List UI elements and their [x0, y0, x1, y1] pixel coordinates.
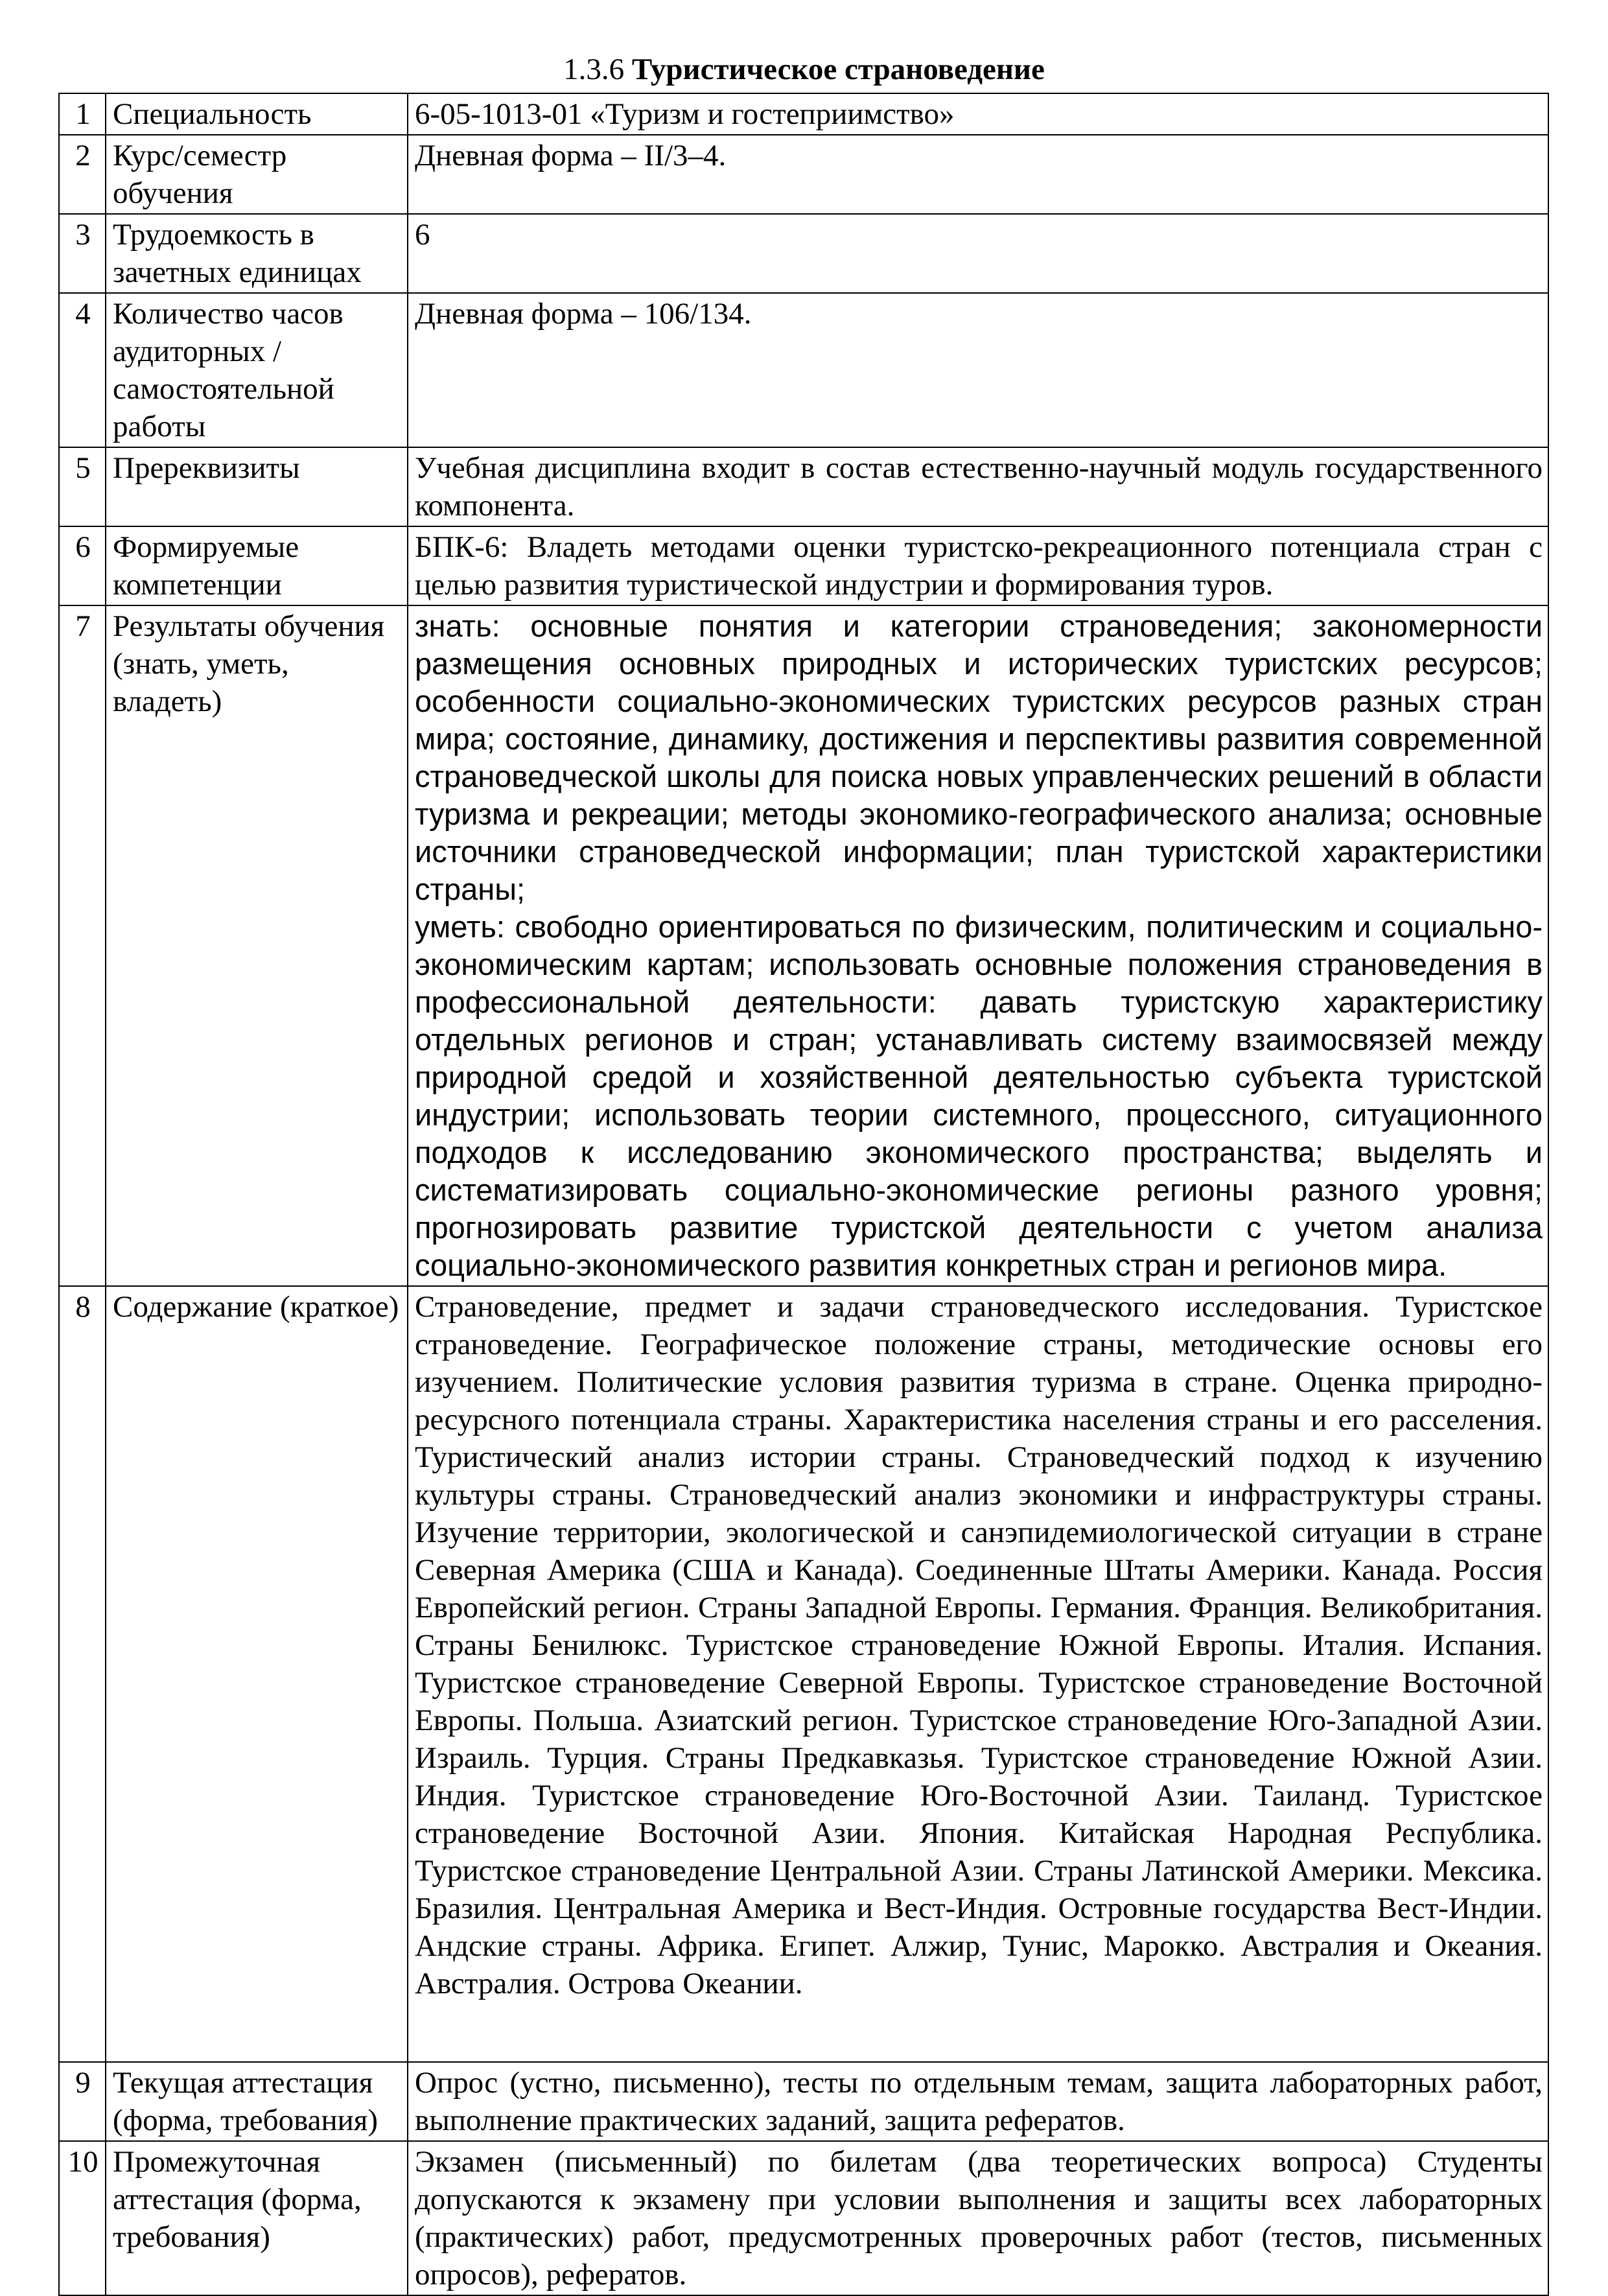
- row-value: 6: [408, 214, 1548, 293]
- row-number: 3: [59, 214, 106, 293]
- table-row: [59, 214, 1548, 293]
- table-row: [59, 526, 1548, 605]
- row-label: Содержание (краткое): [106, 1286, 408, 2062]
- row-value: Экзамен (письменный) по билетам (два теоретических вопроса) Студенты допускаются к экзамену при условии выполнения и защиты всех лабораторных (практических) работ, предусмотренных проверочных работ (тестов, письменных опросов), рефератов.: [408, 2141, 1548, 2295]
- row-label: Специальность: [106, 93, 408, 135]
- table-row: [59, 293, 1548, 447]
- row-label: Курс/семестр обучения: [106, 135, 408, 214]
- row-number: 4: [59, 293, 106, 447]
- table-row: [59, 1286, 1548, 2062]
- row-label: Текущая аттестация (форма, требования): [106, 2062, 408, 2141]
- row-number: 6: [59, 526, 106, 605]
- row-label: Формируемые компетенции: [106, 526, 408, 605]
- table-row: [59, 2141, 1548, 2295]
- row-value: Дневная форма – II/3–4.: [408, 135, 1548, 214]
- section-title: [0, 51, 1608, 88]
- table-row: [59, 2062, 1548, 2141]
- row-label: Трудоемкость в зачетных единицах: [106, 214, 408, 293]
- section-name: Туристическое страноведение: [631, 53, 1045, 86]
- row-label: Промежуточная аттестация (форма, требования): [106, 2141, 408, 2295]
- row-number: 8: [59, 1286, 106, 2062]
- row-number: 7: [59, 605, 106, 1286]
- table-row: [59, 605, 1548, 1286]
- row-value: Опрос (устно, письменно), тесты по отдельным темам, защита лабораторных работ, выполнение практических заданий, защита рефератов.: [408, 2062, 1548, 2141]
- row-value: Страноведение, предмет и задачи страноведческого исследования. Туристское страноведение. Географическое положение страны, методические основы его изучением. Политические условия развития туризма в стране. Оценка природно-ресурсного потенциала страны. Характеристика населения страны и его расселения. Туристический анализ истории страны. Страноведческий подход к изучению культуры страны. Страноведческий анализ экономики и инфраструктуры страны. Изучение территории, экологической и санэпидемиологической ситуации в стране Северная Америка (США и Канада). Соединенные Штаты Америки. Канада. Россия Европейский регион. Страны Западной Европы. Германия. Франция. Великобритания. Страны Бенилюкс. Туристское страноведение Южной Европы. Италия. Испания. Туристское страноведение Северной Европы. Туристское страноведение Восточной Европы. Польша. Азиатский регион. Туристское страноведение Юго-Западной Азии. Израиль. Турция. Страны Предкавказья. Туристское страноведение Южной Азии. Индия. Туристское страноведение Юго-Восточной Азии. Таиланд. Туристское страноведение Восточной Азии. Япония. Китайская Народная Республика. Туристское страноведение Центральной Азии. Страны Латинской Америки. Мексика. Бразилия. Центральная Америка и Вест-Индия. Островные государства Вест-Индии. Андские страны. Африка. Египет. Алжир, Тунис, Марокко. Австралия и Океания. Австралия. Острова Океании.: [408, 1286, 1548, 2062]
- table-row: [59, 93, 1548, 135]
- row-value: Дневная форма – 106/134.: [408, 293, 1548, 447]
- row-number: 2: [59, 135, 106, 214]
- row-number: 1: [59, 93, 106, 135]
- row-label: Результаты обучения (знать, уметь, владеть): [106, 605, 408, 1286]
- row-value: БПК-6: Владеть методами оценки туристско-рекреационного потенциала стран с целью развития туристической индустрии и формирования туров.: [408, 526, 1548, 605]
- row-value: 6-05-1013-01 «Туризм и гостеприимство»: [408, 93, 1548, 135]
- row-value: Учебная дисциплина входит в состав естественно-научный модуль государственного компонента.: [408, 447, 1548, 526]
- table-row: [59, 447, 1548, 526]
- row-number: 5: [59, 447, 106, 526]
- row-number: 10: [59, 2141, 106, 2295]
- row-number: 9: [59, 2062, 106, 2141]
- section-number: 1.3.6: [563, 53, 625, 86]
- outcome-know: знать: основные понятия и категории страноведения; закономерности размещения основных природных и исторических туристских ресурсов; особенности социально-экономических туристских ресурсов разных стран мира; состояние, динамику, достижения и перспективы развития современной страноведческой школы для поиска новых управленческих решений в области туризма и рекреации; методы экономико-географического анализа; основные источники страноведческой информации; план туристской характеристики страны;: [415, 609, 1543, 906]
- table-row: [59, 135, 1548, 214]
- row-label: Количество часов аудиторных / самостоятельной работы: [106, 293, 408, 447]
- discipline-table: [58, 93, 1549, 2296]
- learning-outcomes: [408, 605, 1548, 1286]
- outcome-can: уметь: свободно ориентироваться по физическим, политическим и социально-экономическим картам; использовать основные положения страноведения в профессиональной деятельности: давать туристскую характеристику отдельных регионов и стран; устанавливать систему взаимосвязей между природной средой и хозяйственной деятельностью субъекта туристской индустрии; использовать теории системного, процессного, ситуационного подходов к исследованию экономического пространства; выделять и систематизировать социально-экономические регионы разного уровня; прогнозировать развитие туристской деятельности с учетом анализа социально-экономического развития конкретных стран и регионов мира.: [415, 909, 1543, 1282]
- row-label: Пререквизиты: [106, 447, 408, 526]
